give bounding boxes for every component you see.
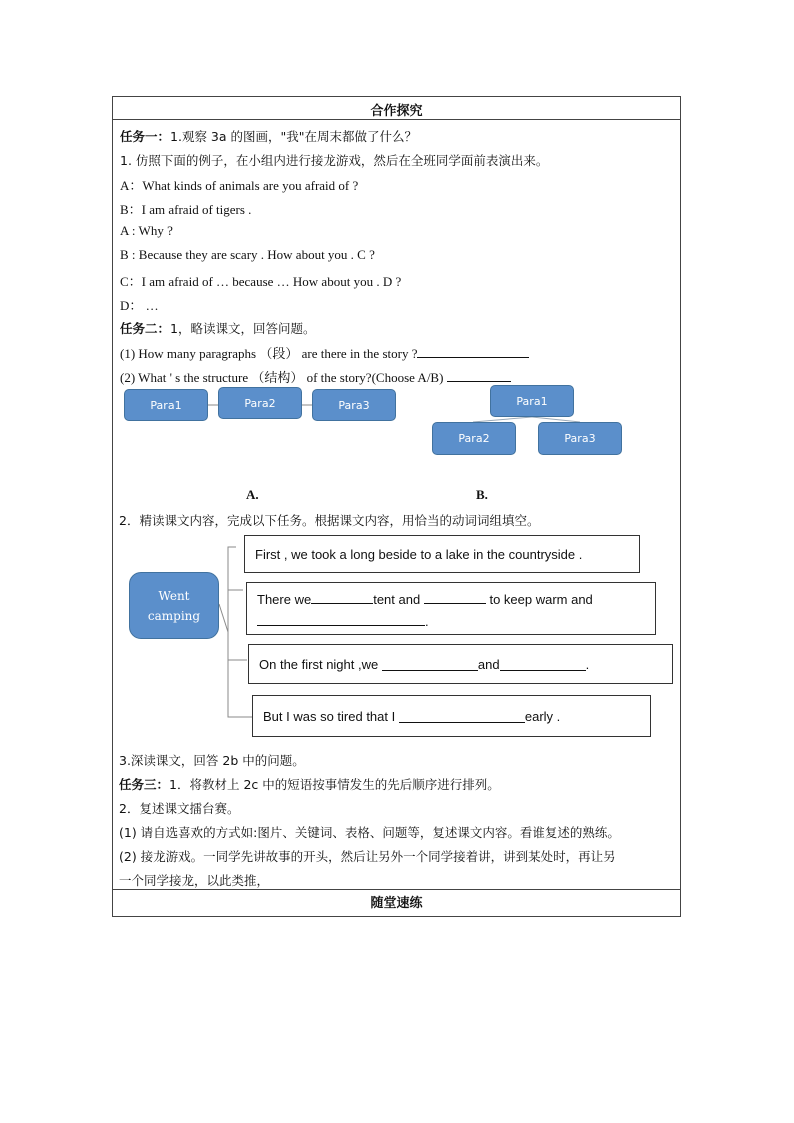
task1-heading: 任务一： bbox=[120, 129, 171, 144]
sentence-box-3 bbox=[248, 644, 673, 684]
divider bbox=[112, 889, 681, 890]
diagram-a-box-para2: Para2 bbox=[218, 387, 302, 419]
task3-sub2b: 一个同学接龙，以此类推， bbox=[119, 873, 270, 888]
went-camping-line2: camping bbox=[147, 608, 201, 623]
footer-section-title: 随堂速练 bbox=[370, 896, 423, 911]
diagram-a-box-para3: Para3 bbox=[312, 389, 396, 421]
fill-blank[interactable] bbox=[257, 613, 425, 626]
diagram-b-box-para2: Para2 bbox=[432, 422, 516, 455]
s4-text-a: But I was so tired that I bbox=[263, 708, 396, 724]
sentence-box-2 bbox=[246, 582, 656, 635]
sentence-box-1: First , we took a long beside to a lake in the countryside . bbox=[244, 535, 640, 573]
fill-blank[interactable] bbox=[382, 658, 478, 671]
s2-text-a: There we bbox=[257, 592, 312, 607]
task2-intro: 1，略读课文，回答问题。 bbox=[170, 321, 316, 336]
diagram-a-label: A. bbox=[246, 487, 259, 502]
dialogue-line-a2: A : Why ? bbox=[120, 223, 173, 238]
question-1-text: (1) How many paragraphs （段） are there in the story ? bbox=[120, 346, 418, 361]
diagram-b-box-para3: Para3 bbox=[538, 422, 622, 455]
fill-blank[interactable] bbox=[500, 658, 586, 671]
task2-item3: 3.深读课文，回答 2b 中的问题。 bbox=[119, 753, 305, 768]
task3-sub1: (1) 请自选喜欢的方式如:图片、关键词、表格、问题等，复述课文内容。看谁复述的熟练。 bbox=[119, 825, 620, 840]
task3-sub2a: (2) 接龙游戏。一同学先讲故事的开头，然后让另外一个同学接着讲，讲到某处时，再让另 bbox=[119, 849, 616, 864]
dialogue-line-d: D： … bbox=[120, 298, 159, 313]
diagram-a-box-para1: Para1 bbox=[124, 389, 208, 421]
question-2-text: (2) What ' s the structure （结构） of the story?(Choose A/B) bbox=[120, 370, 444, 385]
diagram-b-box-para1: Para1 bbox=[490, 385, 574, 417]
s3-text-c: . bbox=[585, 656, 590, 672]
task2-heading: 任务二： bbox=[120, 321, 171, 336]
task3-item2: 2．复述课文擂台赛。 bbox=[119, 801, 240, 816]
s3-text-a: On the first night ,we bbox=[259, 656, 379, 672]
task3-item1: 1．将教材上 2c 中的短语按事情发生的先后顺序进行排列。 bbox=[169, 777, 500, 792]
went-camping-box bbox=[129, 572, 219, 639]
s2-text-c: to keep warm and bbox=[489, 592, 593, 607]
diagram-b-label: B. bbox=[476, 487, 488, 502]
task1-intro: 1.观察 3a 的图画，"我"在周末都做了什么？ bbox=[170, 129, 418, 144]
task3-line1 bbox=[119, 775, 500, 793]
s2-text-d: . bbox=[425, 614, 429, 629]
fill-blank[interactable] bbox=[311, 591, 373, 604]
s2-text-b: tent and bbox=[373, 592, 421, 607]
task3-heading: 任务三： bbox=[119, 777, 170, 792]
went-camping-line1: Went bbox=[158, 588, 190, 603]
task2-item2: 2．精读课文内容，完成以下任务。根据课文内容，用恰当的动词词组填空。 bbox=[119, 513, 540, 528]
s4-text-b: early . bbox=[524, 708, 561, 724]
section-title: 合作探究 bbox=[370, 104, 423, 119]
dialogue-line-c: C：I am afraid of … because … How about you . D ? bbox=[120, 274, 402, 289]
dialogue-line-b1: B：I am afraid of tigers . bbox=[120, 202, 252, 217]
dialogue-line-a1: A：What kinds of animals are you afraid of ? bbox=[120, 178, 359, 193]
sentence-box-4 bbox=[252, 695, 651, 737]
fill-blank[interactable] bbox=[424, 591, 486, 604]
fill-blank[interactable] bbox=[399, 710, 525, 723]
s3-text-b: and bbox=[477, 656, 500, 672]
task1-item1: 1. 仿照下面的例子，在小组内进行接龙游戏，然后在全班同学面前表演出来。 bbox=[120, 153, 549, 168]
dialogue-line-b2: B : Because they are scary . How about you . C ? bbox=[120, 247, 375, 262]
